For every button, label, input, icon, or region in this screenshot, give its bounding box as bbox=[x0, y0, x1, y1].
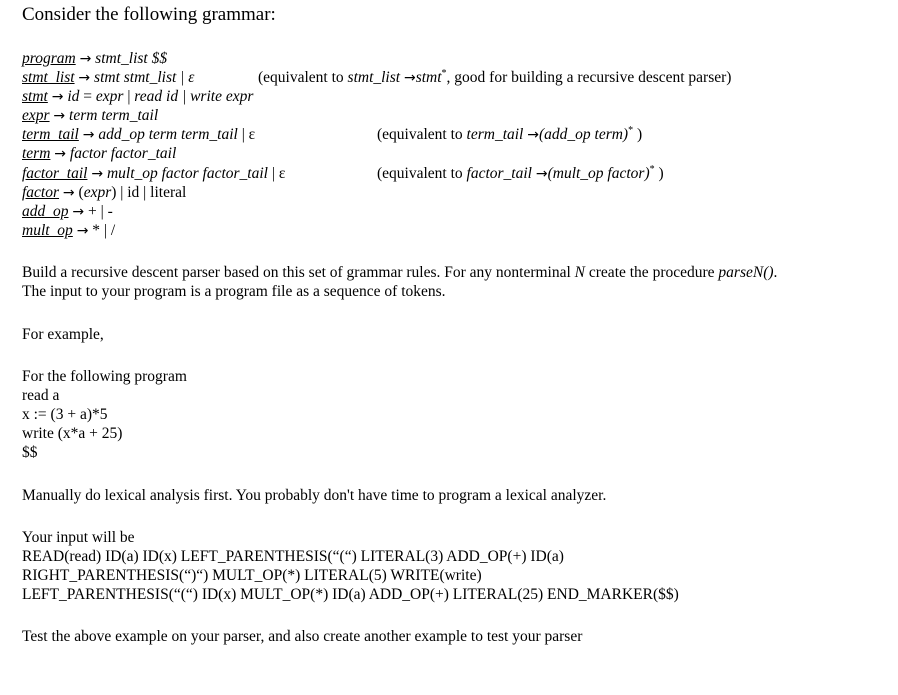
arrow-icon: → bbox=[62, 185, 75, 201]
for-example-text: For example, bbox=[22, 326, 104, 343]
note-rhs: (mult_op factor) bbox=[547, 165, 650, 182]
rule-lhs: term_tail bbox=[22, 126, 79, 143]
arrow-icon: → bbox=[51, 89, 64, 105]
token-line: READ(read) ID(a) ID(x) LEFT_PARENTHESIS(“(“) LITERAL(3) ADD_OP(+) ID(a) bbox=[22, 548, 564, 565]
note-rhs: stmt bbox=[415, 69, 442, 86]
arrow-icon: → bbox=[53, 108, 66, 124]
note-sup: * bbox=[649, 163, 655, 175]
program-line: read a bbox=[22, 387, 60, 404]
grammar-rule-expr bbox=[22, 106, 158, 126]
rule-rhs: expr bbox=[83, 184, 112, 201]
rule-lhs: factor_tail bbox=[22, 165, 88, 182]
program-line: x := (3 + a)*5 bbox=[22, 406, 108, 423]
note-lhs: stmt_list bbox=[347, 69, 401, 86]
grammar-rule-factor-tail bbox=[22, 164, 285, 184]
note-sup: * bbox=[628, 124, 634, 136]
manual-lexical-note: Manually do lexical analysis first. You probably don't have time to program a lexical analyzer. bbox=[22, 487, 607, 504]
rule-rhs: term term_tail bbox=[69, 107, 159, 124]
note-text: (equivalent to bbox=[377, 126, 467, 143]
procedure-name: parseN() bbox=[718, 264, 774, 281]
instruction-line-1 bbox=[22, 263, 777, 282]
arrow-icon: → bbox=[527, 127, 539, 143]
note-text: ) bbox=[633, 126, 643, 143]
rule-rhs: id bbox=[67, 88, 80, 105]
grammar-rule-term-tail bbox=[22, 125, 255, 145]
rule-rhs: | bbox=[123, 88, 135, 105]
paragraph-text: Build a recursive descent parser based on this set of grammar rules. For any nonterminal bbox=[22, 264, 575, 281]
rule-rhs: | ε bbox=[237, 126, 256, 143]
instruction-line-2: The input to your program is a program file as a sequence of tokens. bbox=[22, 283, 446, 300]
grammar-note-stmt-list bbox=[258, 68, 731, 88]
rule-rhs: ( bbox=[78, 184, 84, 201]
program-line: $$ bbox=[22, 444, 38, 461]
note-lhs: term_tail bbox=[466, 126, 524, 143]
rule-rhs: read bbox=[134, 88, 163, 105]
rule-lhs: stmt_list bbox=[22, 69, 75, 86]
rule-rhs: ) | id | literal bbox=[111, 184, 187, 201]
rule-lhs: program bbox=[22, 50, 76, 67]
arrow-icon: → bbox=[79, 51, 92, 67]
input-intro-text: Your input will be bbox=[22, 529, 135, 546]
grammar-rule-stmt-list bbox=[22, 68, 194, 88]
note-sup: * bbox=[441, 67, 447, 79]
arrow-icon: → bbox=[76, 223, 89, 239]
rule-rhs: mult_op factor factor_tail bbox=[106, 165, 268, 182]
arrow-icon: → bbox=[72, 204, 85, 220]
grammar-rule-factor bbox=[22, 183, 186, 203]
final-test-note: Test the above example on your parser, and also create another example to test your parser bbox=[22, 628, 583, 645]
arrow-icon: → bbox=[82, 127, 95, 143]
rule-rhs: factor factor_tail bbox=[69, 145, 177, 162]
note-lhs: factor_tail bbox=[466, 165, 532, 182]
grammar-rule-mult-op bbox=[22, 221, 115, 241]
token-line: LEFT_PARENTHESIS(“(“) ID(x) MULT_OP(*) ID(a) ADD_OP(+) LITERAL(25) END_MARKER($$) bbox=[22, 586, 679, 603]
token-line: RIGHT_PARENTHESIS(“)“) MULT_OP(*) LITERAL(5) WRITE(write) bbox=[22, 567, 482, 584]
grammar-rule-add-op bbox=[22, 202, 113, 222]
grammar-rule-term bbox=[22, 144, 176, 164]
rule-lhs: expr bbox=[22, 107, 50, 124]
rule-lhs: factor bbox=[22, 184, 60, 201]
program-intro-text: For the following program bbox=[22, 368, 187, 385]
rule-lhs: mult_op bbox=[22, 222, 73, 239]
note-text: (equivalent to bbox=[377, 165, 467, 182]
note-text: (equivalent to bbox=[258, 69, 348, 86]
program-line: write (x*a + 25) bbox=[22, 425, 123, 442]
rule-rhs: stmt_list $$ bbox=[95, 50, 168, 67]
paragraph-text: create the procedure bbox=[585, 264, 719, 281]
arrow-icon: → bbox=[78, 70, 91, 86]
rule-rhs: | ε bbox=[267, 165, 286, 182]
arrow-icon: → bbox=[535, 166, 548, 182]
rule-rhs: write expr bbox=[190, 88, 254, 105]
paragraph-text: . bbox=[773, 264, 778, 281]
rule-rhs: = bbox=[79, 88, 96, 105]
note-text: , good for building a recursive descent parser) bbox=[446, 69, 732, 86]
grammar-note-term-tail bbox=[377, 125, 642, 145]
arrow-icon: → bbox=[403, 70, 416, 86]
grammar-rule-program bbox=[22, 49, 167, 69]
grammar-note-factor-tail bbox=[377, 164, 664, 184]
arrow-icon: → bbox=[54, 146, 67, 162]
rule-rhs: expr bbox=[95, 88, 124, 105]
arrow-icon: → bbox=[91, 166, 104, 182]
nonterminal-symbol: N bbox=[574, 264, 586, 281]
note-rhs: (add_op term) bbox=[538, 126, 629, 143]
rule-rhs: add_op term term_tail bbox=[98, 126, 238, 143]
rule-rhs: id | bbox=[162, 88, 191, 105]
rule-lhs: stmt bbox=[22, 88, 48, 105]
grammar-rule-stmt bbox=[22, 87, 253, 107]
rule-rhs: stmt stmt_list | ε bbox=[94, 69, 195, 86]
rule-lhs: term bbox=[22, 145, 51, 162]
rule-rhs: + | - bbox=[87, 203, 113, 220]
rule-lhs: add_op bbox=[22, 203, 69, 220]
rule-rhs: * | / bbox=[92, 222, 116, 239]
note-text: ) bbox=[654, 165, 664, 182]
page-title: Consider the following grammar: bbox=[22, 4, 276, 25]
